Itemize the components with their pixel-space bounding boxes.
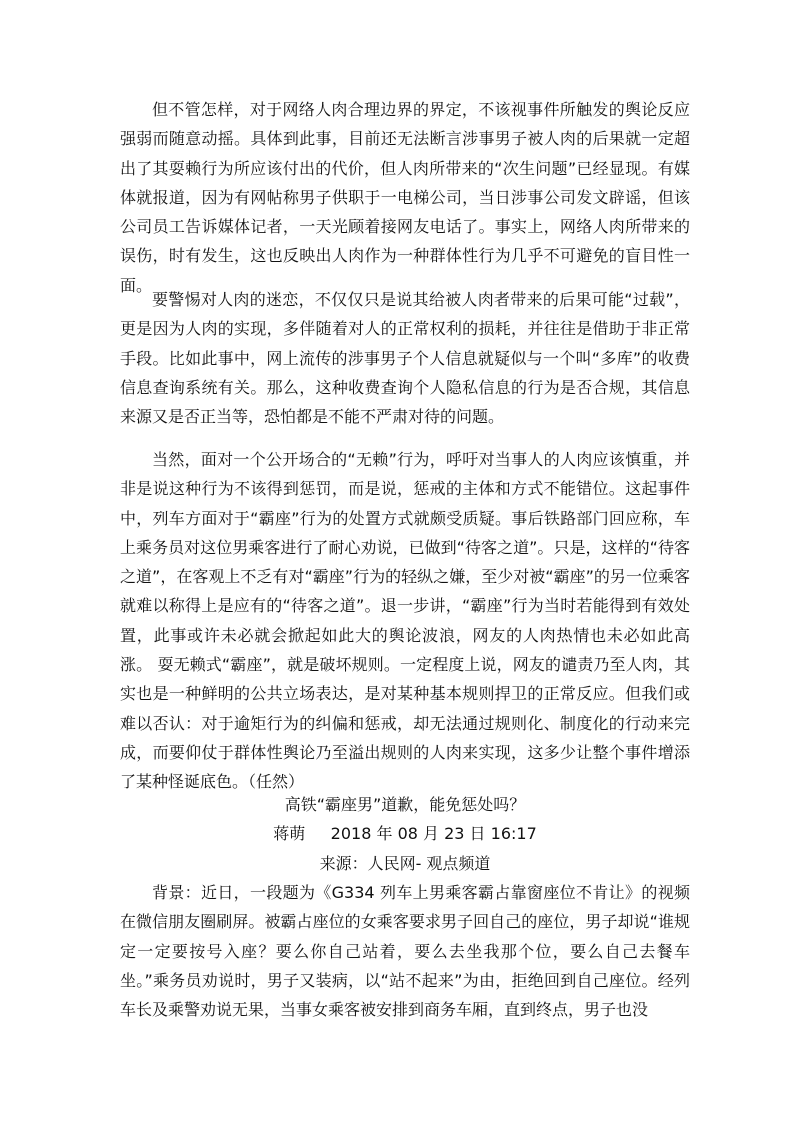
article-source: 来源：人民网- 观点频道: [319, 853, 491, 873]
body-paragraph: 当然，面对一个公开场合的“无赖”行为，呼吁对当事人的人肉应该慎重，并非是说这种行为不该得到惩罚，而是说，惩戒的主体和方式不能错位。这起事件中，列车方面对于“霸座”行为的处置方式就颇受质疑。事后铁路部门回应称，车上乘务员对这位男乘客进行了耐心劝说，已做到“待客之道”。只是，这样的“待客之道”，在客观上不乏有对“霸座”行为的轻纵之嫌，至少对被“霸座”的另一位乘客就难以称得上是应有的“待客之道”。退一步讲，“霸座”行为当时若能得到有效处置，此事或许未必就会掀起如此大的舆论波浪，网友的人肉热情也未必如此高涨。 耍无赖式“霸座”，就是破坏规则。一定程度上说，网友的谴责乃至人肉，其实也是一种鲜明的公共立场表达，是对某种基本规则捍卫的正常反应。但我们或难以否认：对于逾矩行为的纠偏和惩戒，却无法通过规则化、制度化的行动来完成，而要仰仗于群体性舆论乃至溢出规则的人肉来实现，这多少让整个事件增添了某种怪诞底色。（任然）: [120, 450, 690, 792]
background-paragraph: 背景：近日，一段题为《G334 列车上男乘客霸占靠窗座位不肯让》的视频在微信朋友圈刷屏。被霸占座位的女乘客要求男子回自己的座位，男子却说“谁规定一定要按号入座？要么你自己站着，要么去坐我那个位，要么自己去餐车坐。”乘务员劝说时，男子又装病，以“站不起来”为由，拒绝回到自己座位。经列车长及乘警劝说无果，当事女乘客被安排到商务车厢，直到终点，男子也没: [120, 883, 690, 1020]
article-byline: 蒋萌 2018 年 08 月 23 日 16:17: [273, 824, 537, 844]
body-paragraph: 但不管怎样，对于网络人肉合理边界的界定，不该视事件所触发的舆论反应强弱而随意动摇。具体到此事，目前还无法断言涉事男子被人肉的后果就一定超出了其耍赖行为所应该付出的代价，但人肉所带来的“次生问题”已经显现。有媒体就报道，因为有网帖称男子供职于一电梯公司，当日涉事公司发文辟谣，但该公司员工告诉媒体记者，一天光顾着接网友电话了。事实上，网络人肉所带来的误伤，时有发生，这也反映出人肉作为一种群体性行为几乎不可避免的盲目性一面。: [120, 100, 690, 295]
article-title: 高铁“霸座男”道歉，能免惩处吗？: [284, 795, 526, 814]
body-paragraph: 要警惕对人肉的迷恋，不仅仅只是说其给被人肉者带来的后果可能“过载”，更是因为人肉的实现，多伴随着对人的正常权利的损耗，并往往是借助于非正常手段。比如此事中，网上流传的涉事男子个人信息就疑似与一个叫“多库”的收费信息查询系统有关。那么，这种收费查询个人隐私信息的行为是否合规，其信息来源又是否正当等，恐怕都是不能不严肃对待的问题。: [120, 290, 690, 427]
article-header: [120, 790, 690, 878]
